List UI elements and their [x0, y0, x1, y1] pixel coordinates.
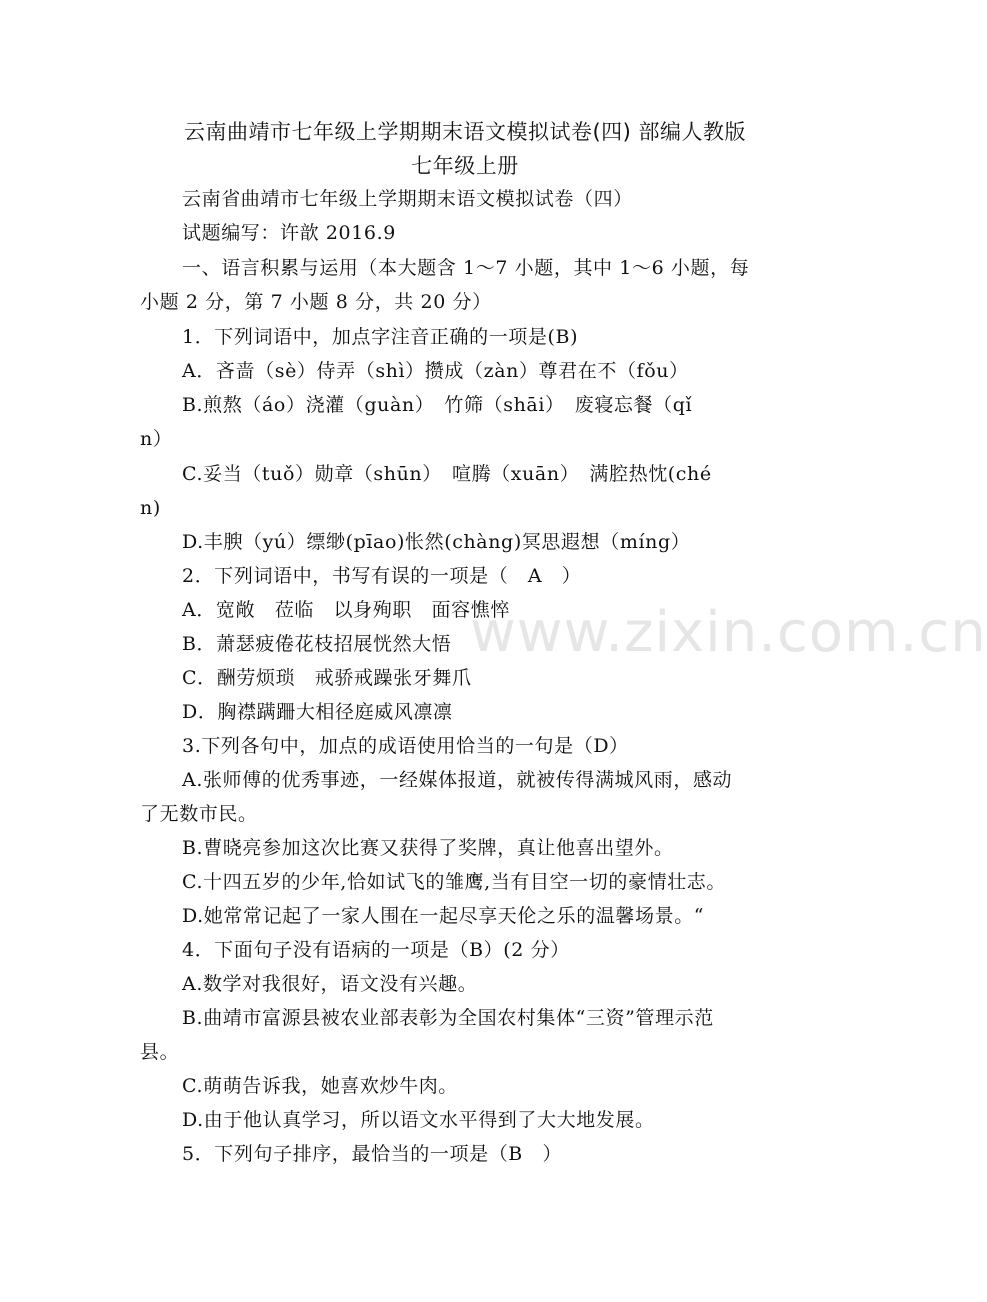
text-line: n) — [140, 497, 161, 519]
option-line: A.张师傅的优秀事迹，一经媒体报道，就被传得满城风雨，感动 — [182, 769, 733, 791]
text-line: 试题编写：许歆 2016.9 — [182, 222, 396, 244]
watermark: www.zixin.com.cn — [470, 600, 987, 665]
document-title — [140, 115, 790, 183]
text-line: 了无数市民。 — [140, 803, 258, 825]
option-line: C.萌萌告诉我，她喜欢炒牛肉。 — [182, 1075, 458, 1097]
option-line: A.数学对我很好，语文没有兴趣。 — [182, 973, 478, 995]
text-line: n） — [140, 428, 173, 450]
question-5: 5．下列句子排序，最恰当的一项是（B ） — [182, 1143, 563, 1165]
question-3: 3.下列各句中，加点的成语使用恰当的一句是（D） — [182, 735, 629, 757]
option-line: A．吝啬（sè）侍弄（shì）攒成（zàn）尊君在不（fǒu） — [182, 360, 689, 382]
option-line: D．胸襟蹒跚大相径庭威风凛凛 — [182, 701, 453, 723]
option-line: C．酬劳烦琐 戒骄戒躁张牙舞爪 — [182, 667, 472, 689]
question-4: 4．下面句子没有语病的一项是（B）(2 分） — [182, 939, 570, 961]
option-line: B.煎熬（áo）浇灌（guàn） 竹筛（shāi） 废寝忘餐（qǐ — [182, 394, 693, 416]
option-line: C.妥当（tuǒ）勋章（shūn） 喧腾（xuān） 满腔热忱(ché — [182, 463, 712, 485]
option-line: B.曹晓亮参加这次比赛又获得了奖牌，真让他喜出望外。 — [182, 837, 674, 859]
question-2: 2．下列词语中，书写有误的一项是（ A ） — [182, 565, 582, 587]
title-line-2: 七年级上册 — [411, 154, 519, 178]
option-line: D.她常常记起了一家人围在一起尽享天伦之乐的温馨场景。“ — [182, 905, 705, 927]
option-line: B.曲靖市富源县被农业部表彰为全国农村集体“三资”管理示范 — [182, 1007, 714, 1029]
text-line: 县。 — [140, 1041, 180, 1063]
text-line: 云南省曲靖市七年级上学期期末语文模拟试卷（四） — [182, 188, 633, 210]
question-section-heading: 一、语言积累与运用（本大题含 1～7 小题，其中 1～6 小题，每 — [182, 257, 750, 279]
option-line: B．萧瑟疲倦花枝招展恍然大悟 — [182, 633, 452, 655]
option-line: C.十四五岁的少年,恰如试飞的雏鹰,当有目空一切的豪情壮志。 — [182, 871, 726, 893]
option-line: D.丰腴（yú）缥缈(pīao)怅然(chàng)冥思遐想（míng） — [182, 531, 691, 553]
title-line-1: 云南曲靖市七年级上学期期末语文模拟试卷(四) 部编人教版 — [183, 120, 747, 144]
option-line: D.由于他认真学习，所以语文水平得到了大大地发展。 — [182, 1109, 655, 1131]
text-line: 小题 2 分，第 7 小题 8 分，共 20 分） — [140, 291, 492, 313]
question-1: 1．下列词语中，加点字注音正确的一项是(B) — [182, 326, 579, 348]
option-line: A．宽敞 莅临 以身殉职 面容憔悴 — [182, 599, 510, 621]
